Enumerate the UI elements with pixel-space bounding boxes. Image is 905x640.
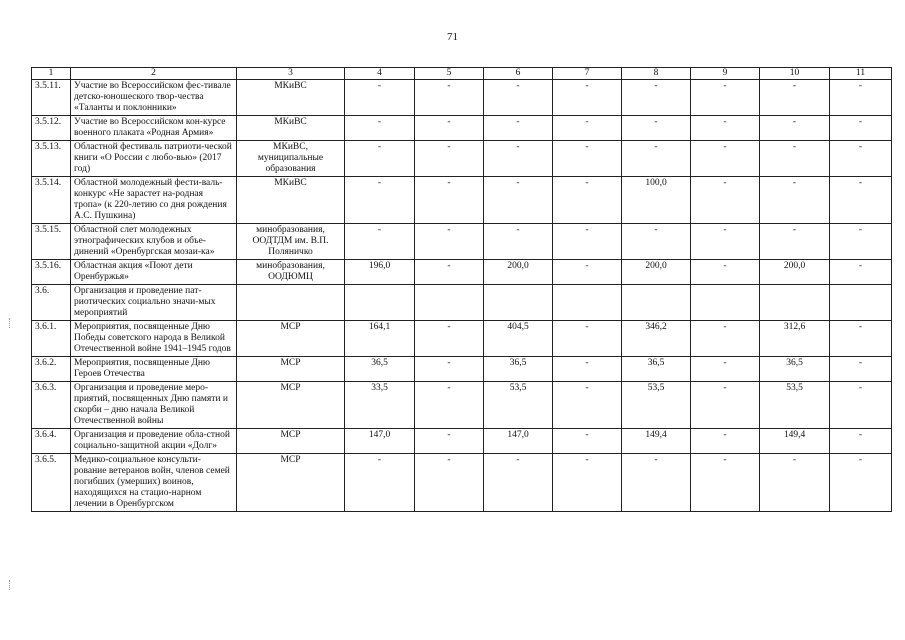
funding-value: - — [345, 454, 415, 512]
funding-value — [484, 285, 553, 321]
funding-value — [553, 285, 622, 321]
table-row — [32, 116, 892, 141]
funding-value: - — [415, 357, 484, 382]
responsible-executor: МКиВС — [237, 116, 345, 141]
funding-value: - — [553, 454, 622, 512]
row-number: 3.5.12. — [32, 116, 71, 141]
funding-value: - — [830, 321, 892, 357]
funding-value: - — [830, 116, 892, 141]
table-row — [32, 321, 892, 357]
funding-value: - — [691, 224, 760, 260]
event-name: Организация и проведение обла-стной социально-защитной акции «Долг» — [71, 429, 237, 454]
page-number: 71 — [447, 31, 458, 43]
funding-value: 200,0 — [484, 260, 553, 285]
funding-value: - — [691, 260, 760, 285]
program-table — [31, 67, 892, 512]
funding-value: - — [760, 141, 830, 177]
responsible-executor: МСР — [237, 454, 345, 512]
event-name: Областной молодежный фести-валь-конкурс «Не зарастет на-родная тропа» (к 220-летию со дня рождения А.С. Пушкина) — [71, 177, 237, 224]
row-number: 3.6.2. — [32, 357, 71, 382]
funding-value: - — [484, 454, 553, 512]
funding-value: 346,2 — [622, 321, 691, 357]
funding-value: - — [415, 454, 484, 512]
funding-value — [622, 285, 691, 321]
funding-value: - — [760, 116, 830, 141]
row-number: 3.5.16. — [32, 260, 71, 285]
funding-value: - — [553, 116, 622, 141]
funding-value: 53,5 — [760, 382, 830, 429]
funding-value: 404,5 — [484, 321, 553, 357]
funding-value: 36,5 — [484, 357, 553, 382]
table-row — [32, 429, 892, 454]
event-name: Участие во Всероссийском кон-курсе военного плаката «Родная Армия» — [71, 116, 237, 141]
table-row — [32, 357, 892, 382]
funding-value: - — [345, 80, 415, 116]
funding-value: - — [553, 429, 622, 454]
row-number: 3.6.3. — [32, 382, 71, 429]
funding-value: - — [345, 141, 415, 177]
funding-value: - — [760, 177, 830, 224]
funding-value: 312,6 — [760, 321, 830, 357]
event-name: Мероприятия, посвященные Дню Победы советского народа в Великой Отечественной войне 1941–1945 годов — [71, 321, 237, 357]
event-name: Медико-социальное консульти-рование ветеранов войн, членов семей погибших (умерших) воинов, находящихся на стацио-нарном лечении в Оренбургском — [71, 454, 237, 512]
funding-value: - — [484, 224, 553, 260]
funding-value: 200,0 — [622, 260, 691, 285]
table-row — [32, 177, 892, 224]
funding-value: 149,4 — [622, 429, 691, 454]
row-number: 3.5.11. — [32, 80, 71, 116]
funding-value: 36,5 — [622, 357, 691, 382]
funding-value: 100,0 — [622, 177, 691, 224]
funding-value — [691, 285, 760, 321]
funding-value: - — [345, 116, 415, 141]
funding-value: - — [622, 116, 691, 141]
funding-value: - — [830, 224, 892, 260]
col-header: 9 — [691, 68, 760, 80]
funding-value: - — [484, 177, 553, 224]
funding-value — [345, 285, 415, 321]
table-row — [32, 260, 892, 285]
col-header: 3 — [237, 68, 345, 80]
funding-value: - — [415, 177, 484, 224]
funding-value: 196,0 — [345, 260, 415, 285]
funding-value — [830, 285, 892, 321]
column-number-row — [32, 68, 892, 80]
funding-value: - — [691, 357, 760, 382]
funding-value: - — [622, 141, 691, 177]
funding-value: - — [691, 429, 760, 454]
funding-value: - — [553, 80, 622, 116]
funding-value: - — [415, 141, 484, 177]
col-header: 2 — [71, 68, 237, 80]
funding-value: 53,5 — [484, 382, 553, 429]
funding-value: - — [484, 141, 553, 177]
event-name: Мероприятия, посвященные Дню Героев Отечества — [71, 357, 237, 382]
funding-value: - — [484, 116, 553, 141]
table-row — [32, 285, 892, 321]
funding-value: - — [830, 141, 892, 177]
funding-value: - — [415, 116, 484, 141]
funding-value: - — [760, 80, 830, 116]
table-row — [32, 80, 892, 116]
funding-value: - — [691, 454, 760, 512]
funding-value: 53,5 — [622, 382, 691, 429]
funding-value: - — [622, 224, 691, 260]
scan-mark — [9, 580, 12, 590]
responsible-executor: МСР — [237, 382, 345, 429]
funding-value: - — [691, 382, 760, 429]
responsible-executor: минобразования, ООДТДМ им. В.П. Поляничко — [237, 224, 345, 260]
funding-value: 147,0 — [345, 429, 415, 454]
funding-value: - — [830, 429, 892, 454]
responsible-executor: МСР — [237, 357, 345, 382]
funding-value: - — [553, 382, 622, 429]
col-header: 10 — [760, 68, 830, 80]
row-number: 3.6.1. — [32, 321, 71, 357]
funding-value — [760, 285, 830, 321]
funding-value: - — [830, 260, 892, 285]
col-header: 1 — [32, 68, 71, 80]
responsible-executor: МКиВС — [237, 80, 345, 116]
funding-value: - — [415, 260, 484, 285]
funding-value: 33,5 — [345, 382, 415, 429]
table-row — [32, 141, 892, 177]
funding-value — [415, 285, 484, 321]
funding-value: - — [622, 80, 691, 116]
responsible-executor: МКиВС — [237, 177, 345, 224]
funding-value: - — [691, 321, 760, 357]
table-row — [32, 454, 892, 512]
funding-value: - — [415, 429, 484, 454]
funding-value: 149,4 — [760, 429, 830, 454]
funding-value: - — [553, 224, 622, 260]
funding-value: - — [691, 141, 760, 177]
funding-value: - — [415, 224, 484, 260]
row-number: 3.5.14. — [32, 177, 71, 224]
event-name: Областной фестиваль патриоти-ческой книги «О России с любо-вью» (2017 год) — [71, 141, 237, 177]
row-number: 3.5.13. — [32, 141, 71, 177]
col-header: 8 — [622, 68, 691, 80]
funding-value: - — [691, 177, 760, 224]
col-header: 4 — [345, 68, 415, 80]
funding-value: 36,5 — [760, 357, 830, 382]
funding-value: - — [484, 80, 553, 116]
responsible-executor — [237, 285, 345, 321]
funding-value: - — [760, 454, 830, 512]
row-number: 3.6. — [32, 285, 71, 321]
responsible-executor: минобразования, ООДЮМЦ — [237, 260, 345, 285]
funding-value: - — [830, 357, 892, 382]
row-number: 3.6.5. — [32, 454, 71, 512]
funding-value: 164,1 — [345, 321, 415, 357]
funding-value: - — [415, 80, 484, 116]
row-number: 3.5.15. — [32, 224, 71, 260]
funding-value: - — [553, 260, 622, 285]
funding-value: - — [553, 177, 622, 224]
funding-value: - — [345, 177, 415, 224]
scan-mark — [9, 318, 12, 328]
table-row — [32, 224, 892, 260]
funding-value: - — [830, 177, 892, 224]
funding-value: - — [691, 116, 760, 141]
col-header: 5 — [415, 68, 484, 80]
col-header: 11 — [830, 68, 892, 80]
funding-value: - — [345, 224, 415, 260]
funding-value: - — [830, 80, 892, 116]
table-row — [32, 382, 892, 429]
funding-value: - — [415, 382, 484, 429]
funding-value: - — [415, 321, 484, 357]
event-name: Организация и проведение пат-риотических социально значи-мых мероприятий — [71, 285, 237, 321]
responsible-executor: МСР — [237, 429, 345, 454]
funding-value: - — [830, 454, 892, 512]
responsible-executor: МКиВС, муниципальные образования — [237, 141, 345, 177]
funding-value: 36,5 — [345, 357, 415, 382]
responsible-executor: МСР — [237, 321, 345, 357]
funding-value: - — [553, 141, 622, 177]
funding-value: 200,0 — [760, 260, 830, 285]
funding-value: - — [760, 224, 830, 260]
event-name: Областной слет молодежных этнографических клубов и объе-динений «Оренбургская мозаи-ка» — [71, 224, 237, 260]
funding-value: - — [553, 321, 622, 357]
event-name: Участие во Всероссийском фес-тивале детско-юношеского твор-чества «Таланты и поклонники» — [71, 80, 237, 116]
funding-value: - — [830, 382, 892, 429]
funding-value: - — [553, 357, 622, 382]
funding-value: 147,0 — [484, 429, 553, 454]
col-header: 6 — [484, 68, 553, 80]
col-header: 7 — [553, 68, 622, 80]
row-number: 3.6.4. — [32, 429, 71, 454]
funding-value: - — [622, 454, 691, 512]
event-name: Областная акция «Поют дети Оренбуржья» — [71, 260, 237, 285]
funding-value: - — [691, 80, 760, 116]
event-name: Организация и проведение меро-приятий, посвященных Дню памяти и скорби – дню начала Великой Отечественной войны — [71, 382, 237, 429]
